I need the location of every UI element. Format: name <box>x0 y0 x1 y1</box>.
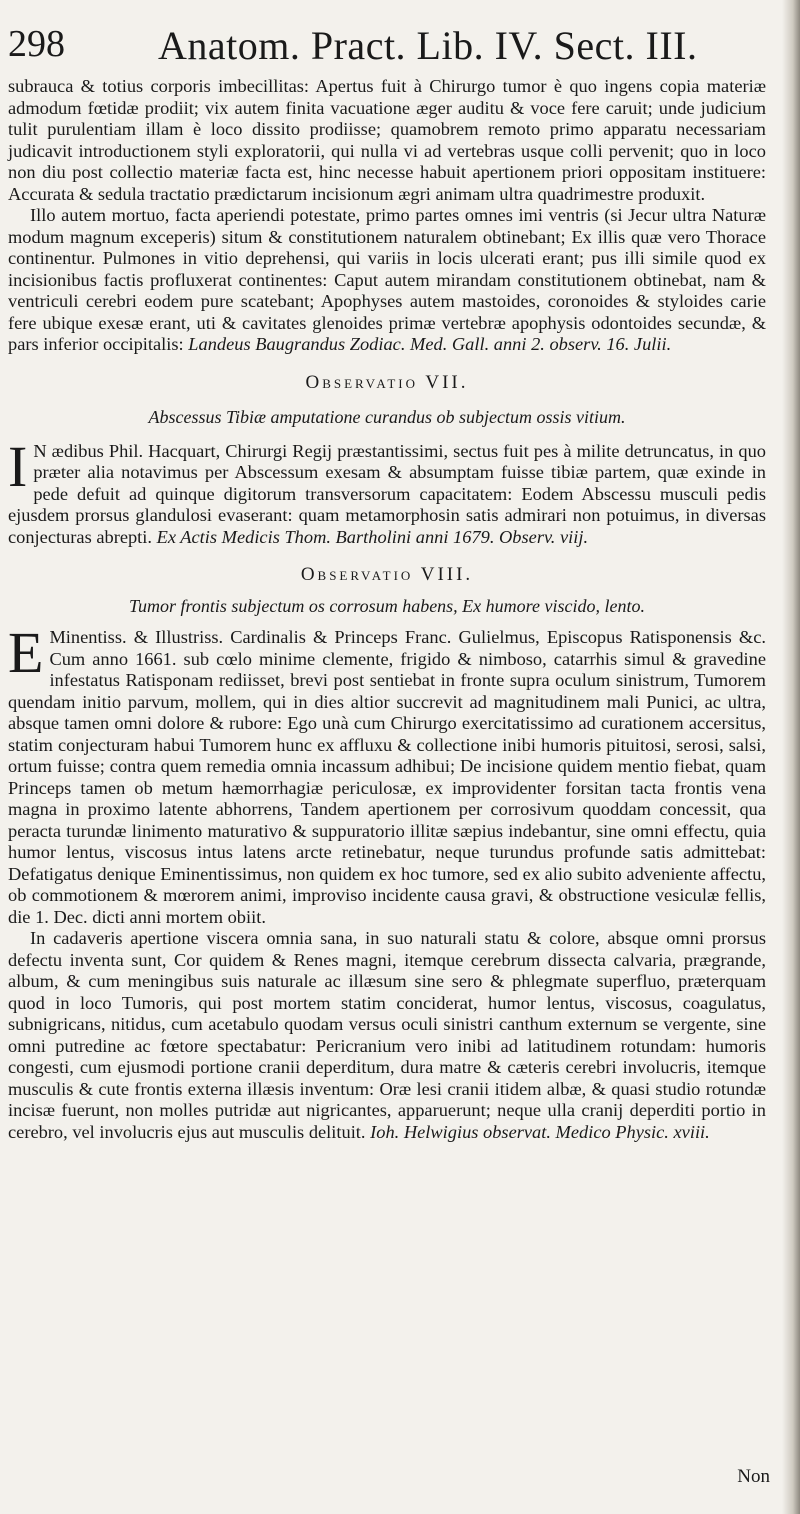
page-number: 298 <box>8 23 65 65</box>
paragraph-autopsy <box>8 205 766 356</box>
citation-helwigius: Ioh. Helwigius observat. Medico Physic. xviii. <box>370 1121 710 1142</box>
page-body <box>8 76 766 1143</box>
dropcap-e: E <box>8 620 44 685</box>
observation-7-title: Observatio VII. <box>305 371 469 393</box>
observation-8-body: Minentiss. & Illustriss. Cardinalis & Princeps Franc. Gulielmus, Episcopus Ratisponensis &c. Cum anno 1661. sub cœlo minime clemente, frigido & nimboso, catarrhis simul & gravedine infestatus Ratisponam rediisset, brevi post sentiebat in fronte supra oculum sinistrum, Tumorem quendam initio parvum, mollem, qui in dies altior succrevit ad magnitudinem mali Punici, ac ultra, absque tamen omni dolore & rubore: Ego unà cum Chirurgo exercitatissimo ad curationem accersitus, statim conjecturam habui Tumorem hunc ex affluxu & collectione inibi humoris pituitosi, serosi, salsi, ortum fuisse; contra quem remedia omnia incassum adhibui; De incisione quidem mentio fiebat, quam Princeps tamen ob metum hæmorrhagiæ periculosæ, ex improvidenter forsitan tacta frontis vena magna in proximo latente abhorrens, Tandem apertionem per corrosivum quoddam concessit, qua peracta turundæ linimento maturativo & suppuratorio illitæ sæpius indebantur, sine omni effectu, quia humor lentus, viscosus intus latens arcte retinebatur, neque turundus profunde satis admittebat: Defatigatus denique Eminentissimus, non quidem ex hoc tumore, sed ex alio subito adveniente affectu, ob commotionem & mœrorem animi, improviso incidente causa gravi, & obstructione vesiculæ fellis, die 1. Dec. dicti anni mortem obiit. <box>8 627 766 927</box>
citation-bartholini: Ex Actis Medicis Thom. Bartholini anni 1679. Observ. viij. <box>156 526 589 547</box>
paragraph-continuation: subrauca & totius corporis imbecillitas: Apertus fuit à Chirurgo tumor è quo ingens copia materiæ admodum fœtidæ prodiit; vix autem finita vacuatione æger auditu & voce fere caruit; unde judicium tulit purulentiam illam è loco dissito prodiisse; quamobrem remoto primo apparatu necessariam judicavit introductionem styli exploratorii, qui nulla vi ad vertebras usque colli pervenit; quo in loco non diu post collectio materiæ facta est, hinc necesse habuit apertionem priori oppositam instituere: Accurata & sedula tractatio prædictarum incisionum ægri animam ultra quadrimestre produxit. <box>8 76 766 204</box>
observation-7-body: N ædibus Phil. Hacquart, Chirurgi Regij præstantissimi, sectus fuit pes à milite detruncatus, in quo præter alia notavimus per Abscessum exesam & absumptam fuisse tibiæ partem, quæ exinde in pede defuit ad quinque digitorum transversorum capacitatem: Eodem Abscessu musculi pedis ejusdem prorsus glandulosi evaserant: quam metamorphosin satis admirari non potuimus, in diversas conjecturas abrepti. <box>8 440 766 547</box>
page-header <box>8 22 790 74</box>
observation-8-text <box>8 620 766 928</box>
observation-8-subtitle: Tumor frontis subjectum os corrosum habens, Ex humore viscido, lento. <box>129 595 645 616</box>
running-head: Anatom. Pract. Lib. IV. Sect. III. <box>158 23 698 68</box>
observation-8-title: Observatio VIII. <box>300 564 474 585</box>
catchword: Non <box>737 1466 770 1487</box>
observation-7-text <box>8 433 766 549</box>
observation-8-paragraph-2 <box>8 928 766 1143</box>
citation-baugrandus: Landeus Baugrandus Zodiac. Med. Gall. anni 2. observ. 16. Julii. <box>188 334 672 354</box>
book-page <box>8 0 790 1514</box>
dropcap-i: I <box>8 433 28 499</box>
paragraph-autopsy-text: Illo autem mortuo, facta aperiendi potestate, primo partes omnes imi ventris (si Jecur ultra Naturæ modum magnum exceperis) situm & constitutionem naturalem obtinebant; Ex illis quæ vero Thorace continentur. Pulmones in vitio deprehensi, qui variis in locis ulcerati erant; pus illi simile quod ex incisionibus factis profluxerat continentes: Caput autem mirandam constitutionem obtinebat, nam & ventriculi cerebri eodem pure scatebant; Apophyses autem mastoides, coronoides & styloides carie fere ubique exesæ erant, uti & cavitates glenoides primæ vertebræ apophysis odontoides secundæ, & pars inferior occipitalis: <box>8 205 766 354</box>
observation-7-subtitle: Abscessus Tibiæ amputatione curandus ob subjectum ossis vitium. <box>148 407 626 427</box>
observation-8-paragraph-2-text: In cadaveris apertione viscera omnia sana, in suo naturali statu & colore, absque omni prorsus defectu inventa sunt, Cor quidem & Renes magni, itemque cerebrum dissecta calvaria, prægrande, album, & cum meningibus suis naturale ac illæsum sine sero & phlegmate superfluo, præterquam quod in loco Tumoris, qui post mortem statim conciderat, humor lentus, viscosus, coagulatus, subnigricans, nitidus, cum acetabulo quodam versus oculi sinistri canthum externum se vergente, sine omni putredine ac fœtore spectabatur: Pericranium vero inibi ad latitudinem rotundam: humoris congesti, cum ejusmodi portione cranii deperditum, dura matre & cæteris cerebri involucris, itemque musculis & cute frontis externa illæsis inventum: Oræ lesi cranii itidem albæ, & quasi studio rotundæ incisæ fuerunt, non molles putridæ aut nigricantes, apparuerunt; neque ulla cranij deperditi portio in cerebro, vel involucris ejus aut musculis delituit. <box>8 928 766 1142</box>
